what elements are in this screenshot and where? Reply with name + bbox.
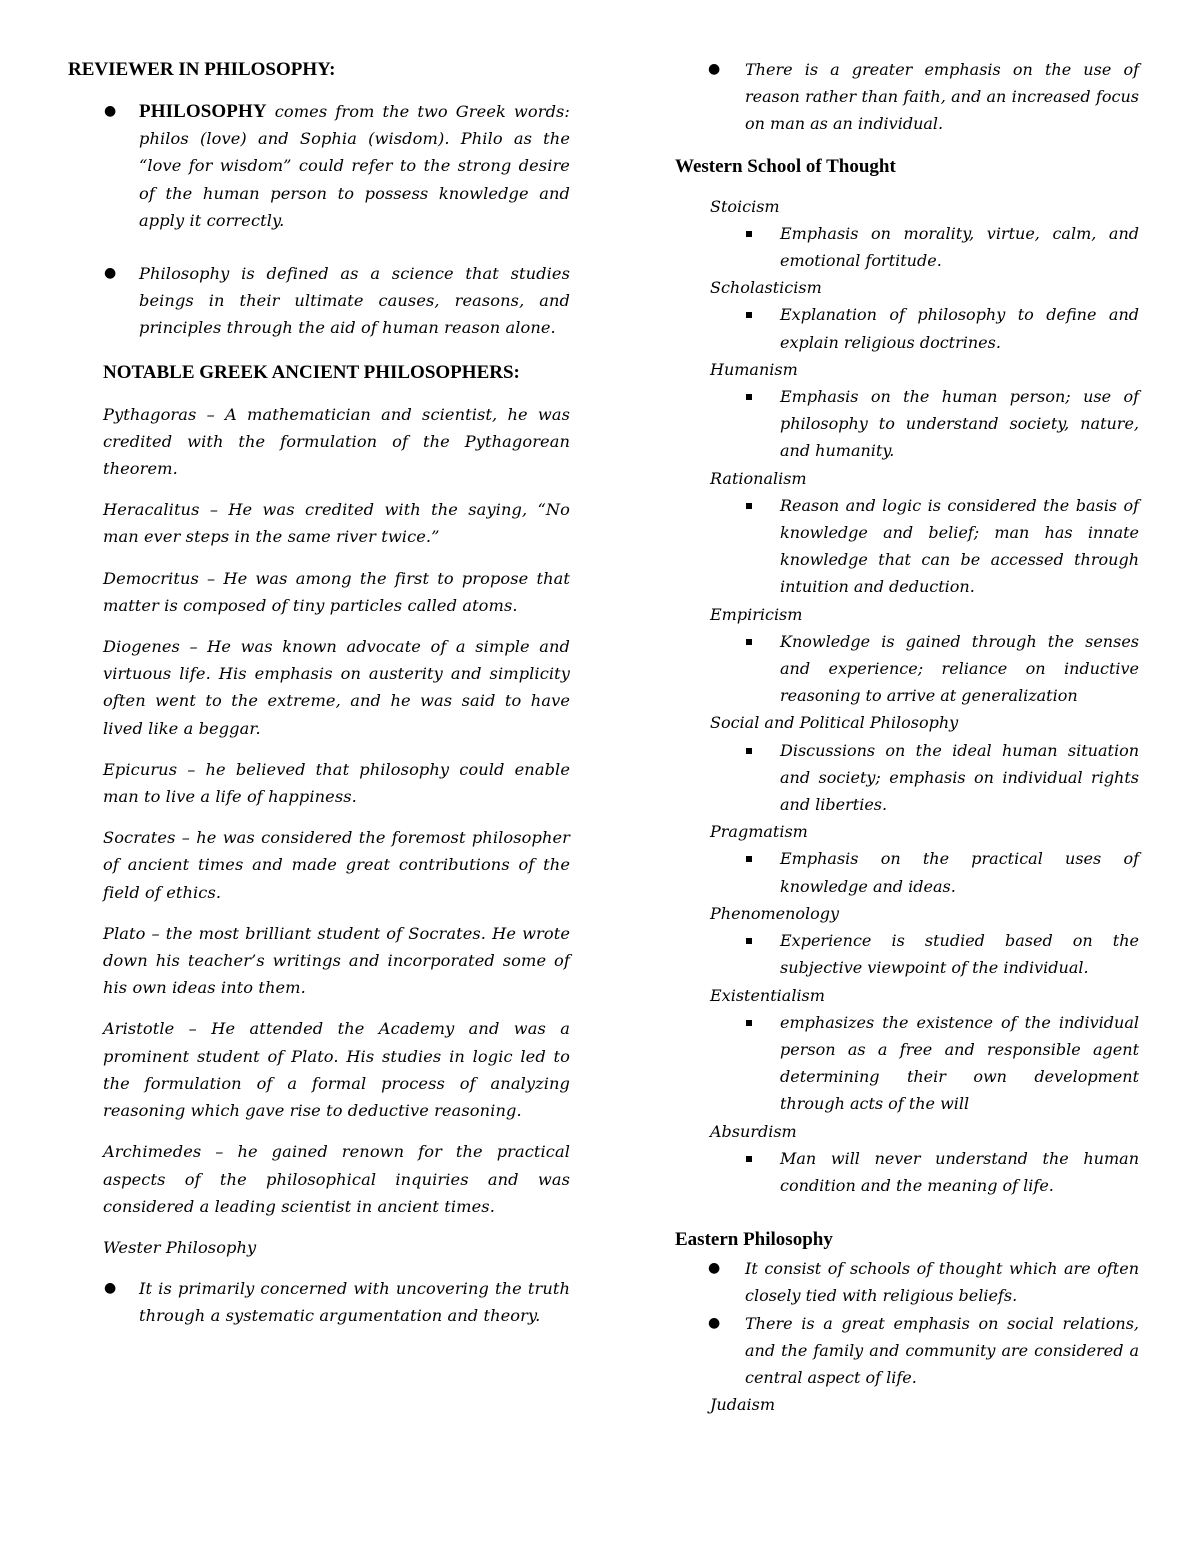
bullet-text: It consist of schools of thought which are often closely tied with religious beliefs. [745,1259,1139,1306]
school-description: Knowledge is gained through the senses and experience; reliance on inductive reasoning to arrive at generalization [675,628,1139,710]
school-description: Experience is studied based on the subjective viewpoint of the individual. [675,927,1139,981]
square-bullet-icon [746,394,752,400]
school-description: Explanation of philosophy to define and explain religious doctrines. [675,301,1139,355]
section-heading: Eastern Philosophy [675,1229,833,1251]
schools-list [675,193,1139,1200]
school-name: Humanism [710,359,798,379]
document-title: REVIEWER IN PHILOSOPHY: [68,59,336,80]
school-description: Reason and logic is considered the basis of knowledge and belief; man has innate knowledge that can be accessed through intuition and deduction. [675,492,1139,601]
bullet-icon: ● [104,103,117,119]
square-bullet-icon [746,639,752,645]
section-heading: Western School of Thought [675,155,896,177]
school-name: Existentialism [710,985,825,1005]
philosophy-term: PHILOSOPHY [139,101,267,122]
bullet-icon: ● [104,1280,117,1297]
square-bullet-icon [746,856,752,862]
school-description: Emphasis on the practical uses of knowledge and ideas. [675,845,1139,899]
bullet-text: comes from the two Greek words: philos (love) and Sophia (wisdom). Philo as the “love for wisdom” could refer to the strong desire of the human person to possess knowledge and apply it correctly. [139,102,570,230]
bullet-icon: ● [708,1260,721,1277]
bullet-text: It is primarily concerned with uncovering the truth through a systematic argumentation and theory. [139,1279,570,1326]
right-column [675,56,1139,1418]
bullet-item [68,260,570,342]
bullet-text: There is a great emphasis on social relations, and the family and community are considered a central aspect of life. [745,1313,1139,1387]
philosopher-entry: Plato – the most brilliant student of Socrates. He wrote down his teacher’s writings and incorporated some of his own ideas into them. [103,923,570,998]
school-description: Emphasis on morality, virtue, calm, and emotional fortitude. [675,220,1139,274]
school-name: Judaism [710,1395,775,1415]
bullet-item [675,1255,1139,1309]
philosopher-entry: Diogenes – He was known advocate of a simple and virtuous life. His emphasis on austerity and simplicity often went to the extreme, and he was said to have lived like a beggar. [103,637,570,738]
square-bullet-icon [746,748,752,754]
school-description: Emphasis on the human person; use of philosophy to understand society, nature, and humanity. [675,383,1139,465]
school-name: Social and Political Philosophy [710,713,959,733]
philosopher-entry: Aristotle – He attended the Academy and was a prominent student of Plato. His studies in logic led to the formulation of a formal process of analyzing reasoning which gave rise to deductive reasoning. [103,1019,570,1121]
school-description: Discussions on the ideal human situation and society; emphasis on individual rights and liberties. [675,737,1139,819]
square-bullet-icon [746,1156,752,1162]
square-bullet-icon [746,503,752,509]
bullet-icon: ● [708,61,721,77]
school-name: Empiricism [710,604,803,624]
school-name: Stoicism [710,196,780,216]
square-bullet-icon [746,1020,752,1026]
left-column [68,56,570,1330]
bullet-item [675,1310,1139,1392]
section-subheading: Wester Philosophy [103,1237,257,1257]
philosopher-entry: Pythagoras – A mathematician and scientist, he was credited with the formulation of the Pythagorean theorem. [103,404,570,479]
philosopher-entry: Epicurus – he believed that philosophy could enable man to live a life of happiness. [103,759,570,807]
section-heading: NOTABLE GREEK ANCIENT PHILOSOPHERS: [103,361,520,383]
bullet-item [68,98,570,234]
school-name: Absurdism [710,1121,797,1141]
bullet-text: Philosophy is defined as a science that studies beings in their ultimate causes, reasons, and principles through the aid of human reason alone. [139,264,570,338]
philosopher-entry: Socrates – he was considered the foremost philosopher of ancient times and made great contributions of the field of ethics. [103,828,570,902]
school-description: emphasizes the existence of the individual person as a free and responsible agent determining their own development through acts of the will [675,1009,1139,1118]
philosophers-list [68,401,570,1261]
philosopher-entry: Archimedes – he gained renown for the practical aspects of the philosophical inquiries and was considered a leading scientist in ancient times. [103,1142,570,1216]
bullet-item [675,56,1139,138]
bullet-text: There is a greater emphasis on the use of reason rather than faith, and an increased focus on man as an individual. [745,60,1139,134]
bullet-icon: ● [104,265,117,282]
school-description: Man will never understand the human condition and the meaning of life. [675,1145,1139,1199]
square-bullet-icon [746,312,752,318]
philosopher-entry: Heracalitus – He was credited with the saying, “No man ever steps in the same river twice.” [103,500,570,547]
school-name: Phenomenology [710,903,840,923]
square-bullet-icon [746,231,752,237]
square-bullet-icon [746,938,752,944]
school-name: Rationalism [710,468,807,488]
bullet-item [68,1275,570,1329]
school-name: Scholasticism [710,278,822,298]
philosopher-entry: Democritus – He was among the first to propose that matter is composed of tiny particles called atoms. [103,568,570,615]
school-name: Pragmatism [710,822,808,842]
bullet-icon: ● [708,1314,721,1331]
